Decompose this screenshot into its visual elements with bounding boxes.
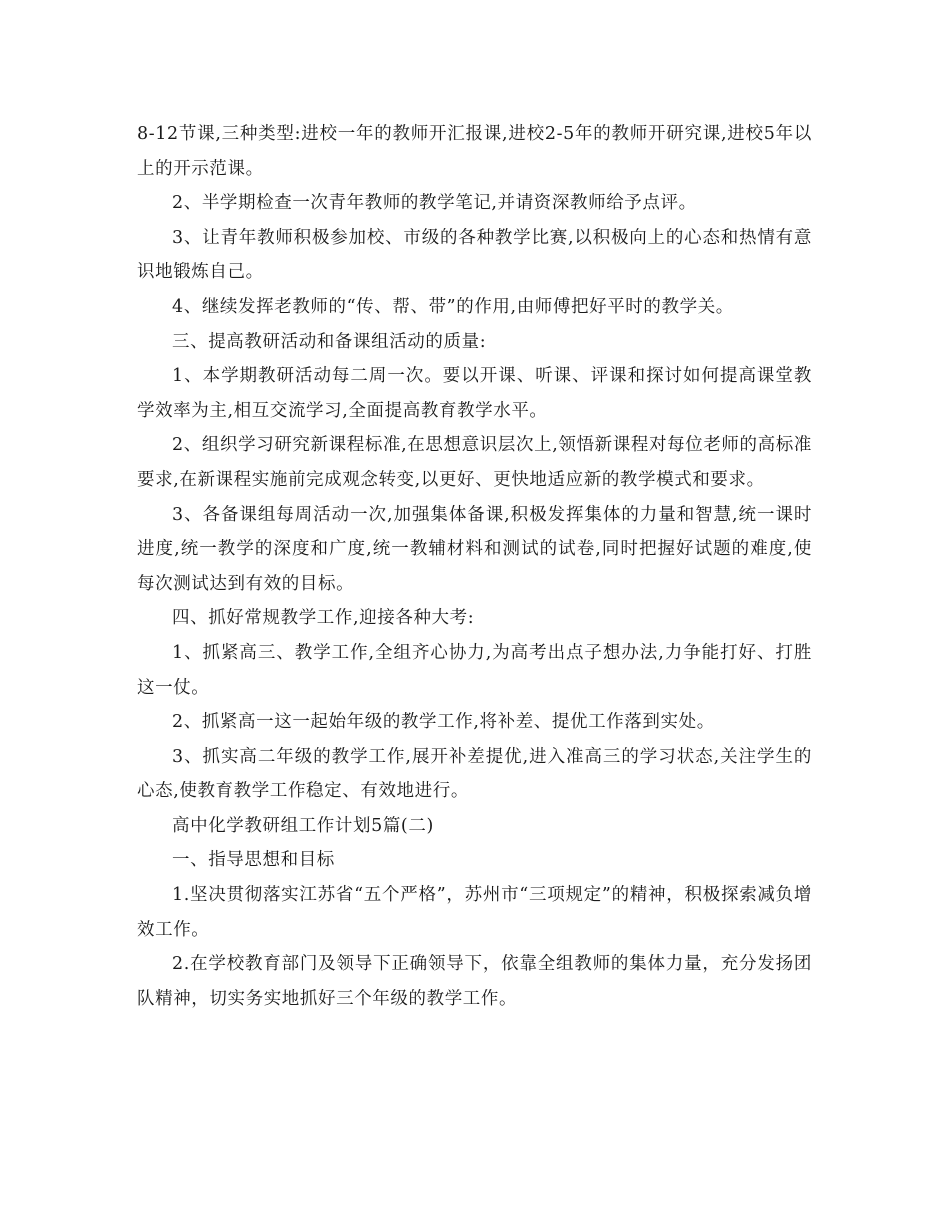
paragraph-senior-three: 1、抓紧高三、教学工作,全组齐心协力,为高考出点子想办法,力争能打好、打胜这一仗。 xyxy=(137,642,812,698)
paragraph-policy-implementation: 1.坚决贯彻落实江苏省“五个严格”，苏州市“三项规定”的精神，积极探索减负增效工作。 xyxy=(137,885,812,940)
paragraph-notebook-check: 2、半学期检查一次青年教师的教学笔记,并请资深教师给予点评。 xyxy=(172,193,697,214)
paragraph-lesson-types: 8-12节课,三种类型:进校一年的教师开汇报课,进校2-5年的教师开研究课,进校5年以上的开示范课。 xyxy=(137,124,812,179)
paragraph-senior-two: 3、抓实高二年级的教学工作,展开补差提优,进入准高三的学习状态,关注学生的心态,使教育教学工作稳定、有效地进行。 xyxy=(137,746,812,802)
paragraph-teaching-competitions: 3、让青年教师积极参加校、市级的各种教学比赛,以积极向上的心态和热情有意识地锻炼自己。 xyxy=(137,227,812,283)
document-body xyxy=(137,117,812,1016)
section-heading-research-quality: 三、提高教研活动和备课组活动的质量: xyxy=(172,331,487,352)
document-subtitle: 高中化学教研组工作计划5篇(二) xyxy=(172,815,434,836)
paragraph-senior-one: 2、抓紧高一这一起始年级的教学工作,将补差、提优工作落到实处。 xyxy=(172,712,715,733)
paragraph-lesson-prep-groups: 3、各备课组每周活动一次,加强集体备课,积极发挥集体的力量和智慧,统一课时进度,统一教学的深度和广度,统一教辅材料和测试的试卷,同时把握好试题的难度,使每次测试达到有效的目标。 xyxy=(137,504,812,594)
paragraph-mentoring: 4、继续发挥老教师的“传、帮、带”的作用,由师傅把好平时的教学关。 xyxy=(172,296,734,317)
section-heading-routine-teaching: 四、抓好常规教学工作,迎接各种大考: xyxy=(172,608,475,629)
section-heading-guiding-ideology: 一、指导思想和目标 xyxy=(172,850,335,871)
paragraph-team-leadership: 2.在学校教育部门及领导下正确领导下，依靠全组教师的集体力量，充分发扬团队精神，切实务实地抓好三个年级的教学工作。 xyxy=(137,954,812,1009)
paragraph-research-activities: 1、本学期教研活动每二周一次。要以开课、听课、评课和探讨如何提高课堂教学效率为主,相互交流学习,全面提高教育教学水平。 xyxy=(137,366,812,421)
paragraph-curriculum-study: 2、组织学习研究新课程标准,在思想意识层次上,领悟新课程对每位老师的高标准要求,在新课程实施前完成观念转变,以更好、更快地适应新的教学模式和要求。 xyxy=(137,435,812,490)
